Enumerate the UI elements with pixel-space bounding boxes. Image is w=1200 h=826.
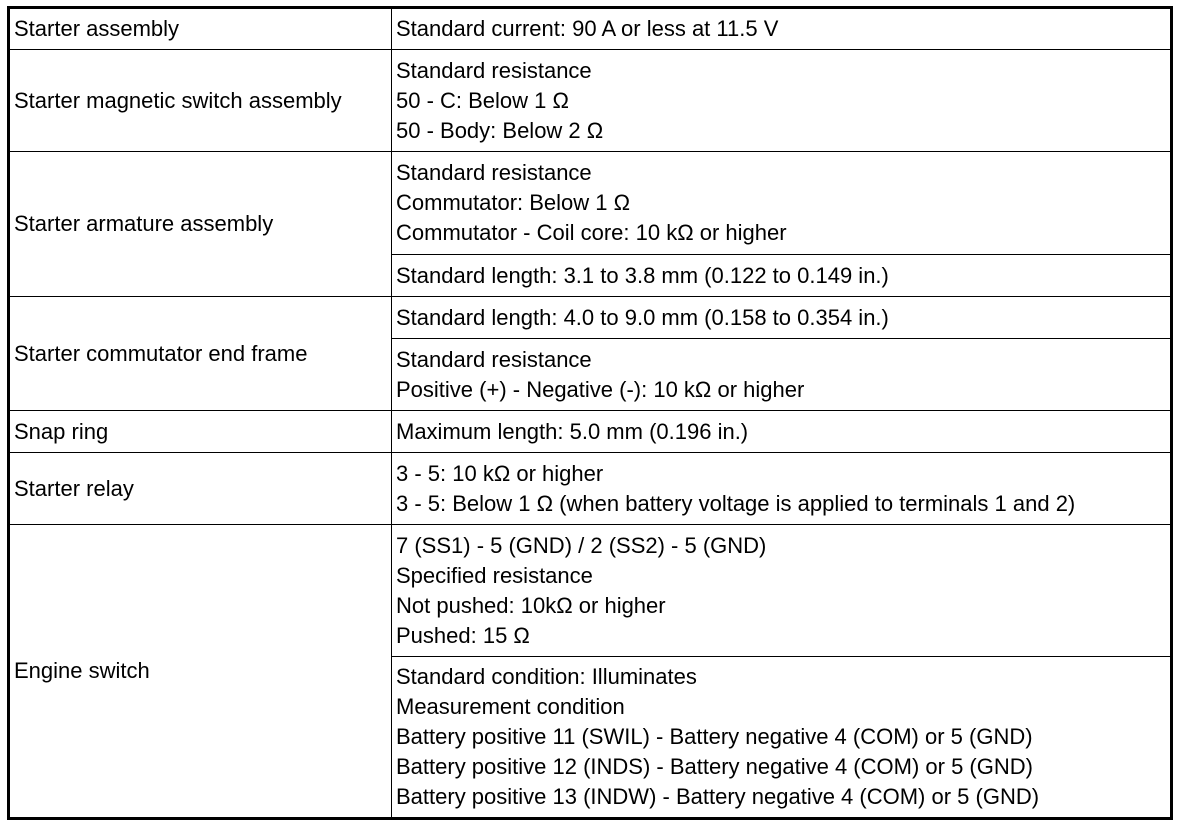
table-row: [9, 525, 1172, 657]
table-row: [9, 453, 1172, 525]
spec-cell: [392, 339, 1172, 411]
component-cell: [9, 525, 392, 819]
spec-line: Standard length: 3.1 to 3.8 mm (0.122 to 0.149 in.): [396, 262, 889, 288]
spec-line: Standard resistance: [396, 346, 592, 372]
spec-line: Maximum length: 5.0 mm (0.196 in.): [396, 418, 749, 444]
component-cell: [9, 8, 392, 50]
spec-cell: [392, 255, 1172, 297]
spec-cell: [392, 50, 1172, 152]
spec-line: 7 (SS1) - 5 (GND) / 2 (SS2) - 5 (GND): [396, 532, 767, 558]
component-name: Starter armature assembly: [14, 211, 274, 236]
table-row: [9, 297, 1172, 339]
component-name: Snap ring: [14, 418, 109, 444]
spec-line: Battery positive 13 (INDW) - Battery negative 4 (COM) or 5 (GND): [396, 784, 1040, 809]
spec-table-body: [9, 8, 1172, 819]
spec-cell: [392, 8, 1172, 50]
component-cell: [9, 411, 392, 453]
spec-cell: [392, 297, 1172, 339]
component-cell: [9, 152, 392, 297]
spec-cell: [392, 453, 1172, 525]
spec-line: Not pushed: 10kΩ or higher: [396, 592, 666, 618]
spec-line: Battery positive 12 (INDS) - Battery negative 4 (COM) or 5 (GND): [396, 754, 1033, 779]
component-name: Starter assembly: [14, 16, 180, 41]
table-row: [9, 411, 1172, 453]
spec-line: Specified resistance: [396, 562, 593, 588]
spec-line: Standard resistance: [396, 57, 592, 83]
table-row: [9, 50, 1172, 152]
spec-line: Standard length: 4.0 to 9.0 mm (0.158 to 0.354 in.): [396, 304, 889, 330]
spec-line: Positive (+) - Negative (-): 10 kΩ or higher: [396, 376, 805, 402]
component-cell: [9, 297, 392, 411]
spec-cell: [392, 152, 1172, 255]
spec-line: 3 - 5: Below 1 Ω (when battery voltage is applied to terminals 1 and 2): [396, 490, 1076, 516]
spec-line: Standard condition: Illuminates: [396, 664, 697, 689]
spec-line: Pushed: 15 Ω: [396, 622, 530, 648]
component-name: Starter magnetic switch assembly: [14, 87, 342, 113]
spec-line: 50 - Body: Below 2 Ω: [396, 117, 604, 143]
table-row: [9, 152, 1172, 255]
spec-line: Standard resistance: [396, 160, 592, 185]
table-row: [9, 8, 1172, 50]
spec-line: 3 - 5: 10 kΩ or higher: [396, 460, 604, 486]
component-cell: [9, 453, 392, 525]
component-cell: [9, 50, 392, 152]
spec-line: Battery positive 11 (SWIL) - Battery negative 4 (COM) or 5 (GND): [396, 724, 1033, 749]
spec-line: Standard current: 90 A or less at 11.5 V: [396, 16, 779, 41]
component-name: Engine switch: [14, 658, 150, 683]
spec-cell: [392, 657, 1172, 819]
spec-line: Measurement condition: [396, 694, 625, 719]
component-name: Starter relay: [14, 475, 134, 501]
spec-line: 50 - C: Below 1 Ω: [396, 87, 569, 113]
component-name: Starter commutator end frame: [14, 340, 308, 366]
spec-cell: [392, 411, 1172, 453]
spec-cell: [392, 525, 1172, 657]
spec-line: Commutator - Coil core: 10 kΩ or higher: [396, 220, 787, 245]
spec-line: Commutator: Below 1 Ω: [396, 190, 631, 215]
spec-table: [7, 6, 1173, 820]
